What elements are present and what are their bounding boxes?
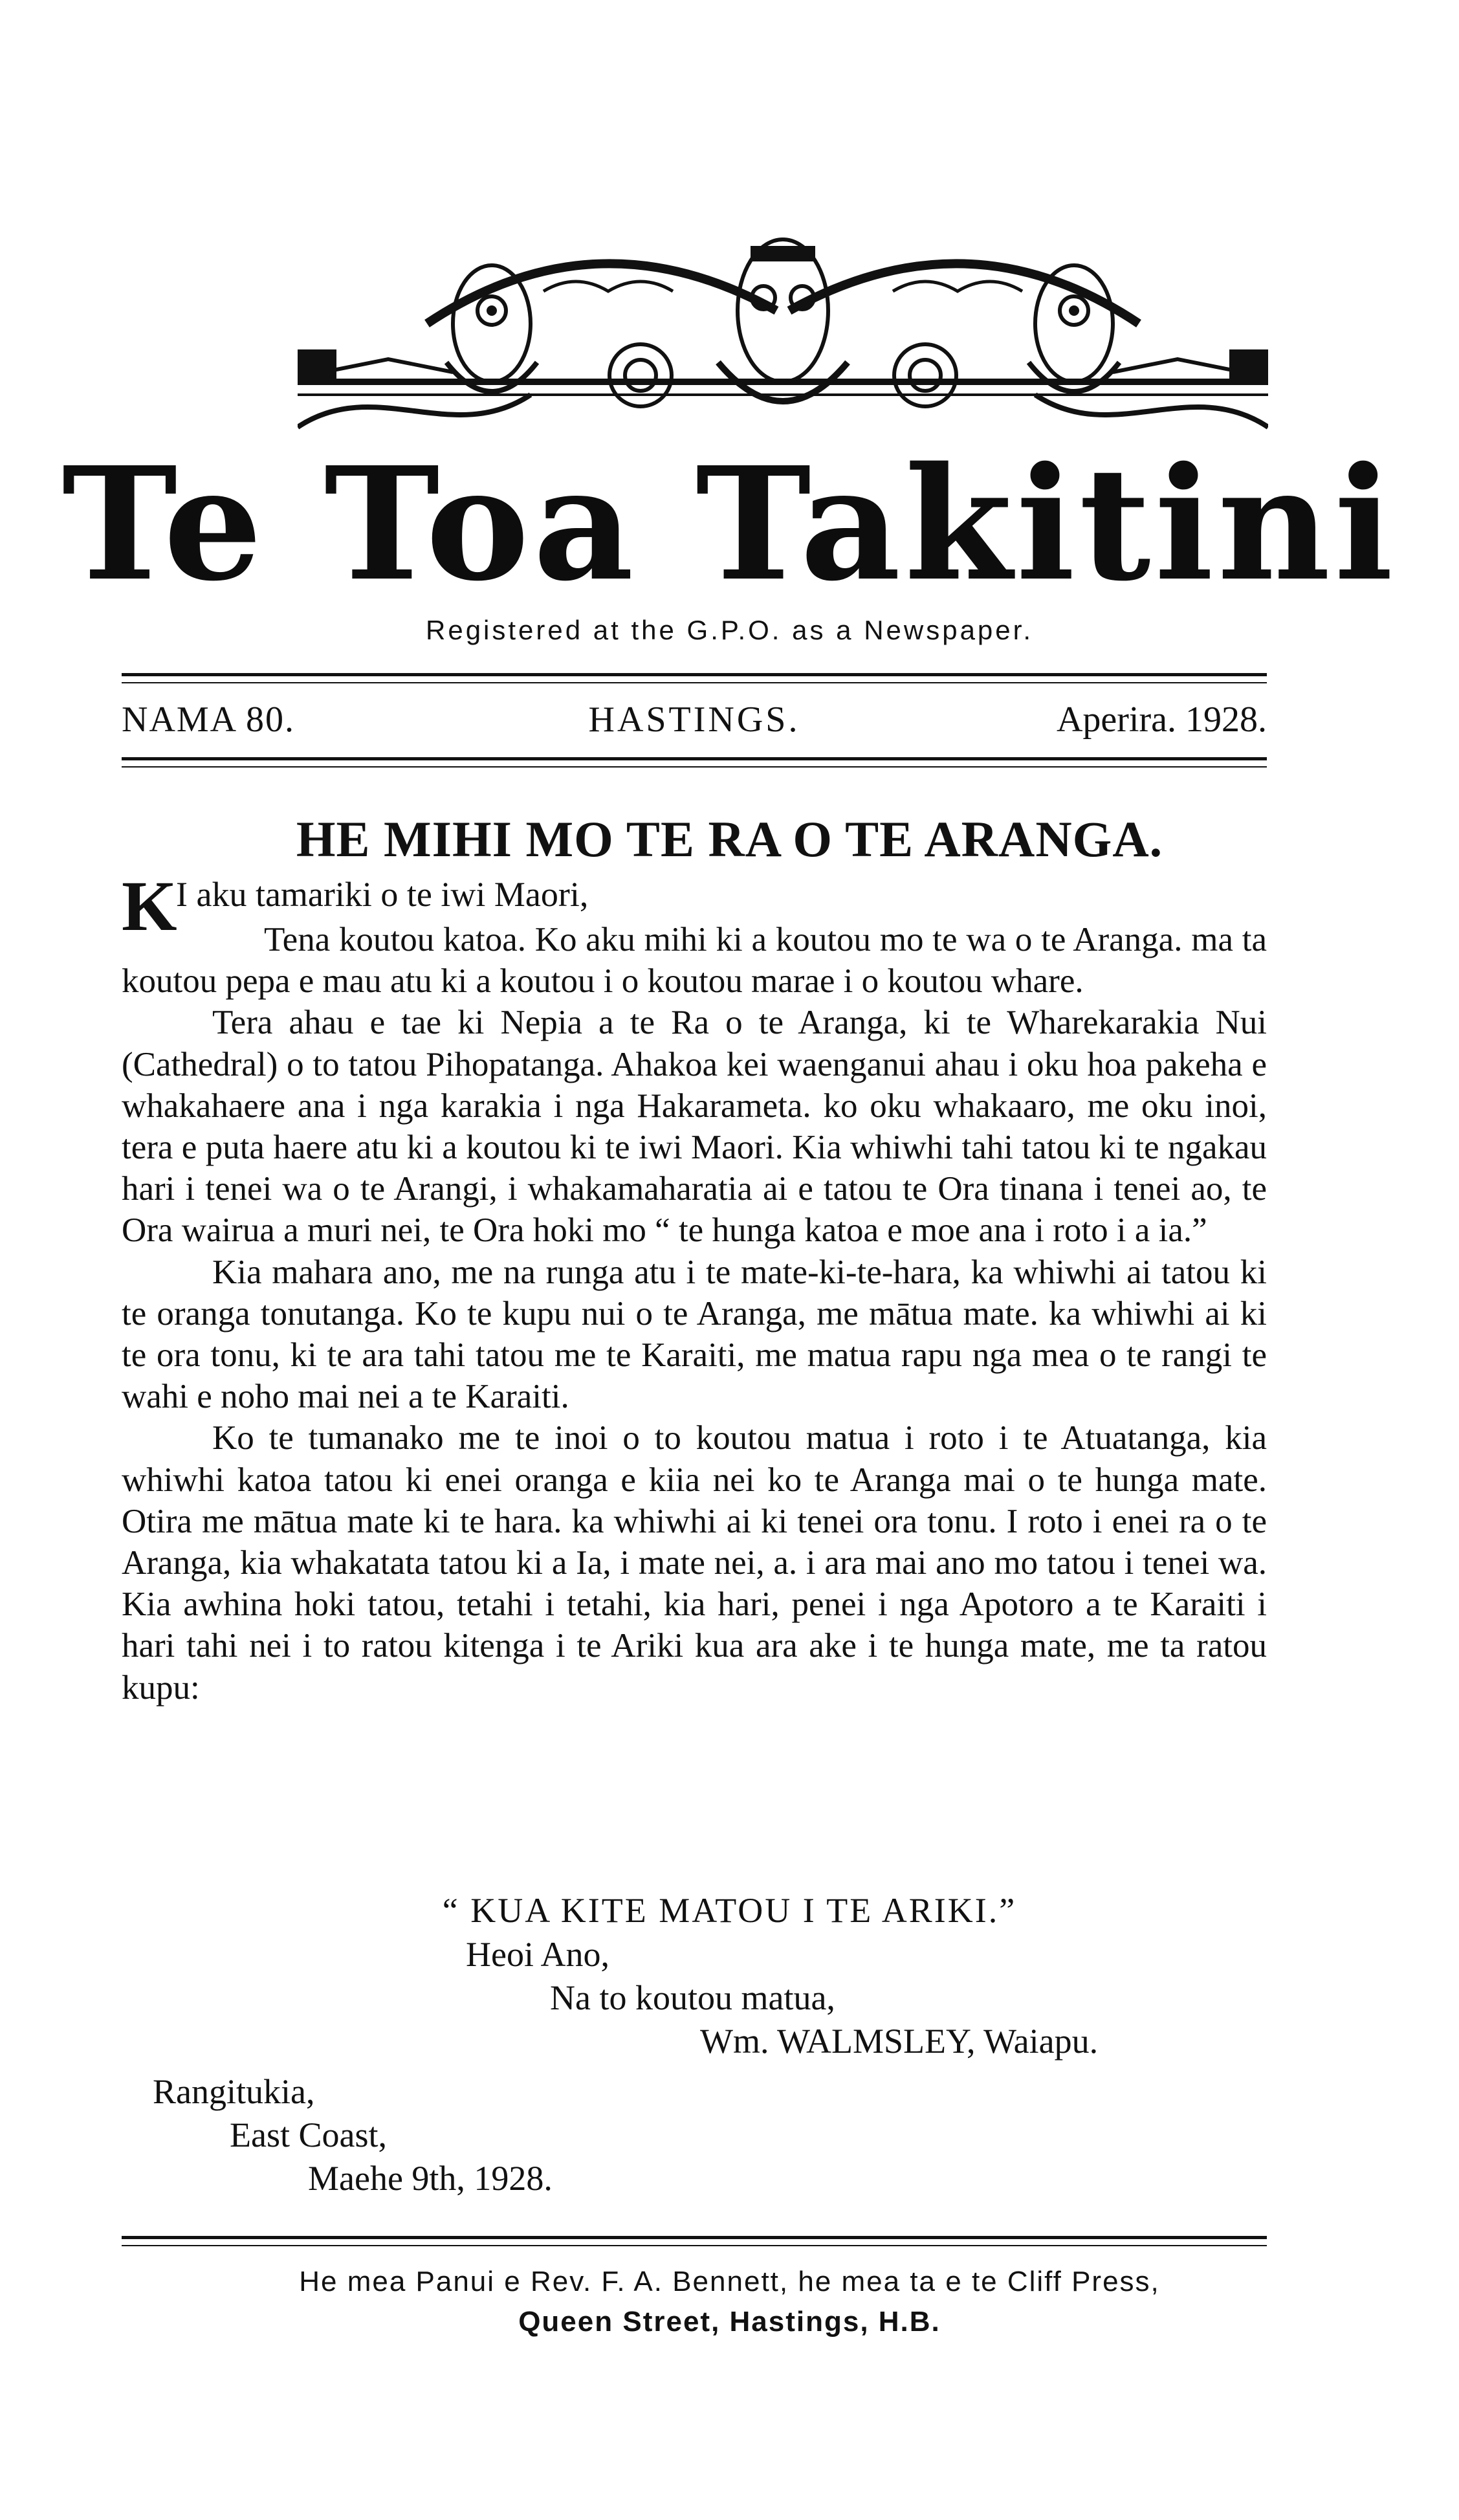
salutation: I aku tamariki o te iwi Maori, xyxy=(176,875,589,914)
issue-place: HASTINGS. xyxy=(588,700,800,740)
maori-carving-ornament xyxy=(298,233,1268,440)
motto-quote: “ KUA KITE MATOU I TE ARIKI.” xyxy=(442,1891,1017,1930)
registration-notice: Registered at the G.P.O. as a Newspaper. xyxy=(426,615,1033,645)
footer-line-1: He mea Panui e Rev. F. A. Bennett, he mea ta e te Cliff Press, xyxy=(299,2266,1160,2297)
paragraph: Tera ahau e tae ki Nepia a te Ra o te Aranga, ki te Wharekarakia Nui (Cathedral) o to tatou Pihopatanga. Ahakoa kei waenganui ahau i oku hoa pakeha e whakahaere ana i nga karakia i nga Hakarameta. ko oku whakaaro, me oku inoi, tera e puta haere atu ki a koutou ki te iwi Maori. Kia whiwhi tahi tatou ki te ngakau hari i tenei wa o te Arangi, i whakamaharatia ai e tatou te Ora tinana i tenei ao, te Ora wairua a muri nei, te Ora hoki mo “ te hunga katoa e moe ana i roto i a ia.” xyxy=(122,1004,1267,1250)
closing: Heoi Ano, xyxy=(466,1935,609,1974)
article-headline: HE MIHI MO TE RA O TE ARANGA. xyxy=(296,811,1163,867)
paragraph: Ko te tumanako me te inoi o to koutou matua i roto i te Atuatanga, kia whiwhi katoa tatou ki enei oranga e kiia nei ko te Aranga mai o te hunga mate. Otira me mātua mate ki te hara. ka whiwhi ai ki tenei ora tonu. I roto i enei ra o te Aranga, kia whakatata tatou ki a Ia, i mate nei, a. i ara mai ano mo tatou i tenei wa. Kia awhina hoki tatou, tetahi i tetahi, kia hari, penei i nga Apotoro a te Karaiti i hari tahi nei i to ratou kitenga i te Ariki kua ara ake i te hunga mate, me ta ratou kupu: xyxy=(122,1419,1267,1707)
issue-line xyxy=(122,694,1267,746)
rule-mid-thin xyxy=(122,766,1267,768)
issue-number: NAMA 80. xyxy=(122,700,296,740)
footer-line-2: Queen Street, Hastings, H.B. xyxy=(518,2306,941,2338)
place-line-3: Maehe 9th, 1928. xyxy=(308,2159,553,2198)
publisher-footer xyxy=(0,2262,1459,2342)
issue-date: Aperira. 1928. xyxy=(1056,700,1267,740)
masthead-title: Te Toa Takitini xyxy=(61,433,1398,615)
place-line-1: Rangitukia, xyxy=(153,2072,315,2111)
closing-2: Na to koutou matua, xyxy=(550,1978,835,2017)
drop-cap: K xyxy=(122,867,177,945)
paragraph: Kia mahara ano, me na runga atu i te mate-ki-te-hara, ka whiwhi ai tatou ki te oranga tonutanga. Ko te kupu nui o te Aranga, me mātua mate. ka whiwhi ai ki te ora tonu, ki te ara tahi tatou me te Karaiti, me matua rapu nga mea o te rangi te wahi e noho mai nei a te Karaiti. xyxy=(122,1253,1267,1416)
article-body xyxy=(122,919,1267,1708)
rule-top-thick xyxy=(122,673,1267,676)
signature: Wm. WALMSLEY, Waiapu. xyxy=(700,2022,1099,2061)
rule-bottom-thin xyxy=(122,2245,1267,2246)
rule-bottom-thick xyxy=(122,2236,1267,2239)
rule-mid-thick xyxy=(122,757,1267,760)
place-line-2: East Coast, xyxy=(230,2116,387,2154)
paragraph: Tena koutou katoa. Ko aku mihi ki a koutou mo te wa o te Aranga. ma ta koutou pepa e mau atu ki a koutou i o koutou marae i o koutou whare. xyxy=(122,921,1267,1000)
rule-top-thin xyxy=(122,682,1267,683)
